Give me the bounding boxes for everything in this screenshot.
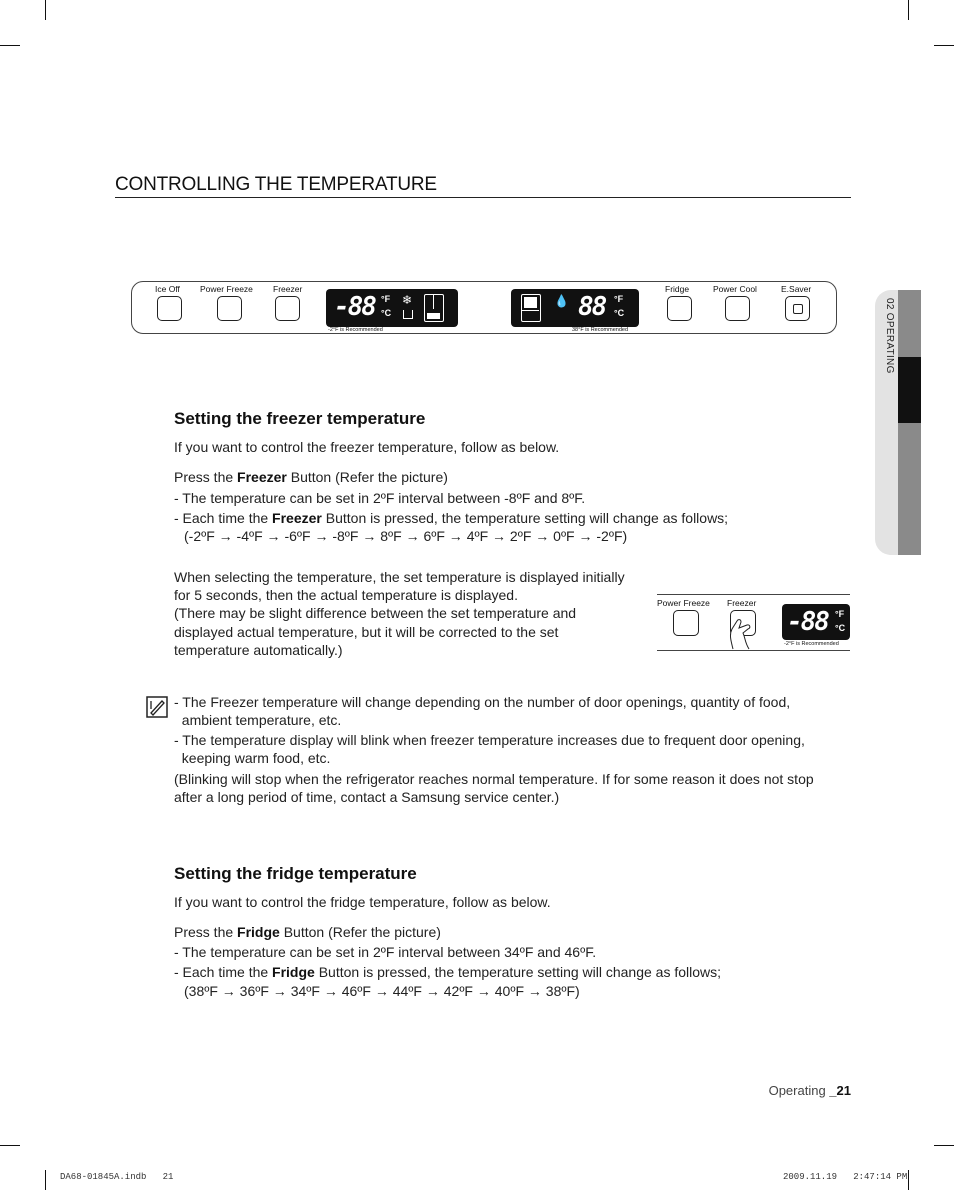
note-line: keeping warm food, etc. bbox=[174, 750, 331, 766]
fridge-recommended-note: 38°F is Recommended bbox=[572, 327, 629, 333]
mini-power-freeze-label: Power Freeze bbox=[657, 598, 710, 608]
page-title: CONTROLLING THE TEMPERATURE bbox=[115, 174, 437, 195]
freezer-sequence: (-2ºF → -4ºF → -6ºF → -8ºF → 8ºF → 6ºF → 4ºF → 2ºF → 0ºF → -2ºF) bbox=[184, 528, 628, 544]
crop-mark bbox=[45, 0, 46, 20]
mini-recommended-note: -2°F is Recommended bbox=[784, 641, 839, 647]
crop-mark bbox=[45, 1170, 46, 1190]
fridge-intro: If you want to control the fridge temperature, follow as below. bbox=[174, 894, 551, 910]
note-line: (Blinking will stop when the refrigerator reaches normal temperature. If for some reason it does not stop bbox=[174, 771, 814, 787]
fridge-sequence: (38ºF → 36ºF → 34ºF → 46ºF → 44ºF → 42ºF → 40ºF → 38ºF) bbox=[184, 983, 580, 999]
fridge-range-line: - The temperature can be set in 2ºF interval between 34ºF and 46ºF. bbox=[174, 944, 597, 960]
file-slug: DA68-01845A.indb 21 bbox=[60, 1172, 174, 1182]
fridge-heading: Setting the fridge temperature bbox=[174, 864, 417, 883]
freezer-press-line: Press the Freezer Button (Refer the picture) bbox=[174, 469, 448, 485]
fridge-door-icon bbox=[521, 294, 541, 322]
crop-mark bbox=[908, 0, 909, 20]
fridge-label: Fridge bbox=[665, 284, 690, 294]
ice-off-label: Ice Off bbox=[155, 284, 180, 294]
freezer-display-unit-c: °C bbox=[381, 308, 392, 318]
power-cool-label: Power Cool bbox=[713, 284, 757, 294]
ice-bucket-icon bbox=[403, 310, 413, 319]
esaver-label: E.Saver bbox=[781, 284, 812, 294]
chapter-tab-marker bbox=[898, 357, 921, 423]
mini-panel-illustration bbox=[657, 594, 850, 651]
ice-off-button bbox=[157, 296, 182, 321]
display-paragraph-line: When selecting the temperature, the set temperature is displayed initially bbox=[174, 569, 625, 585]
mini-display-unit-f: °F bbox=[835, 609, 845, 619]
crop-mark bbox=[934, 45, 954, 46]
page-number: Operating _21 bbox=[768, 1083, 851, 1098]
power-freeze-label: Power Freeze bbox=[200, 284, 253, 294]
fridge-display-unit-c: °C bbox=[614, 308, 625, 318]
freezer-label: Freezer bbox=[273, 284, 303, 294]
snowflake-icon: ❄ bbox=[402, 293, 413, 307]
power-freeze-button bbox=[217, 296, 242, 321]
note-line: ambient temperature, etc. bbox=[174, 712, 342, 728]
freezer-recommended-note: -2°F is Recommended bbox=[328, 327, 383, 333]
note-line: after a long period of time, contact a Samsung service center.) bbox=[174, 789, 560, 805]
freezer-door-icon bbox=[424, 294, 444, 322]
note-icon bbox=[146, 696, 168, 718]
mini-display-digits: -88 bbox=[787, 607, 828, 637]
crop-mark bbox=[934, 1145, 954, 1146]
water-drop-icon: 💧 bbox=[554, 294, 569, 308]
fridge-display-unit-f: °F bbox=[614, 294, 624, 304]
fridge-button bbox=[667, 296, 692, 321]
freezer-range-line: - The temperature can be set in 2ºF interval between -8ºF and 8ºF. bbox=[174, 490, 586, 506]
display-paragraph-line: (There may be slight difference between the set temperature and bbox=[174, 605, 577, 621]
display-paragraph-line: temperature automatically.) bbox=[174, 642, 343, 658]
freezer-heading: Setting the freezer temperature bbox=[174, 409, 426, 428]
freezer-intro: If you want to control the freezer temperature, follow as below. bbox=[174, 439, 560, 455]
mini-power-freeze-button bbox=[673, 610, 699, 636]
note-line: - The temperature display will blink when freezer temperature increases due to frequent door opening, bbox=[174, 732, 805, 748]
crop-mark bbox=[0, 1145, 20, 1146]
chapter-tab-label: 02 OPERATING bbox=[884, 298, 895, 374]
esaver-button bbox=[785, 296, 810, 321]
note-line: - The Freezer temperature will change depending on the number of door openings, quantity of food, bbox=[174, 694, 791, 710]
freezer-change-line: - Each time the Freezer Button is pressed, the temperature setting will change as follows; bbox=[174, 510, 729, 526]
esaver-indicator-icon bbox=[793, 304, 803, 314]
fridge-display-digits: 88 bbox=[578, 292, 606, 322]
print-timestamp: 2009.11.19 2:47:14 PM bbox=[783, 1172, 908, 1182]
finger-pressing-icon bbox=[723, 615, 755, 651]
title-divider bbox=[115, 197, 851, 198]
power-cool-button bbox=[725, 296, 750, 321]
freezer-display-digits: -88 bbox=[334, 292, 375, 322]
mini-display-unit-c: °C bbox=[835, 623, 846, 633]
freezer-display-unit-f: °F bbox=[381, 294, 391, 304]
crop-mark bbox=[0, 45, 20, 46]
mini-freezer-label: Freezer bbox=[727, 598, 757, 608]
display-paragraph-line: for 5 seconds, then the actual temperature is displayed. bbox=[174, 587, 518, 603]
fridge-change-line: - Each time the Fridge Button is pressed, the temperature setting will change as follows; bbox=[174, 964, 722, 980]
freezer-button bbox=[275, 296, 300, 321]
crop-mark bbox=[908, 1170, 909, 1190]
fridge-press-line: Press the Fridge Button (Refer the picture) bbox=[174, 924, 441, 940]
display-paragraph-line: displayed actual temperature, but it will be corrected to the set bbox=[174, 624, 559, 640]
